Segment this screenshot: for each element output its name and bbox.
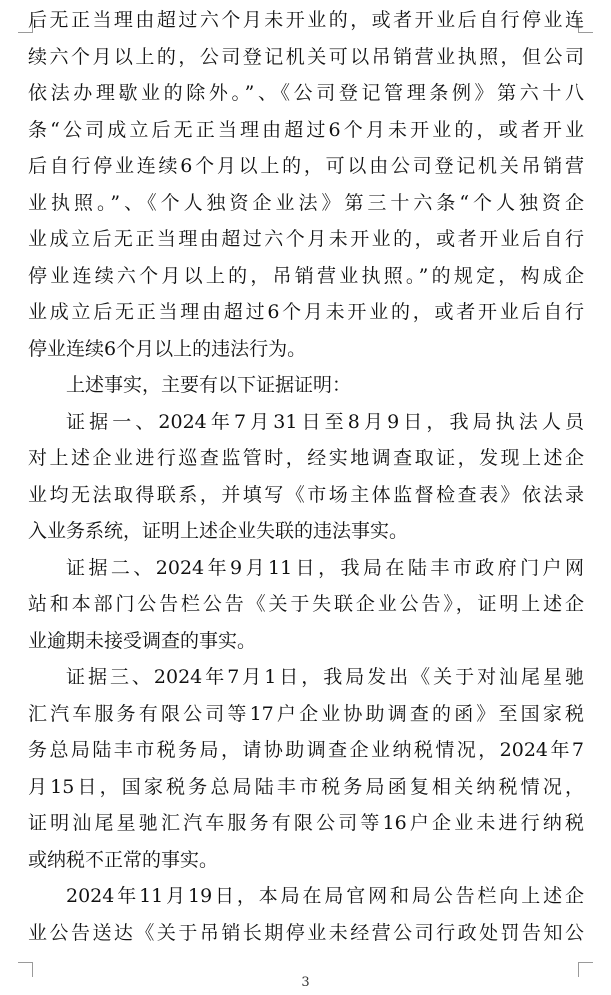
text-line: 证据一、2024年7月31日至8月9日，我局执法人员 — [66, 410, 584, 433]
text-line: 续六个月以上的，公司登记机关可以吊销营业执照，但公司 — [28, 45, 584, 68]
text-line: 证据三、2024年7月1日，我局发出《关于对汕尾星驰 — [66, 666, 584, 688]
text-line: 务总局陆丰市税务局，请协助调查企业纳税情况，2024年7 — [28, 739, 584, 761]
text-line: 业成立后无正当理由超过六个月未开业的，或者开业后自行 — [28, 228, 584, 250]
text-line: 月15日，国家税务总局陆丰市税务局函复相关纳税情况， — [28, 775, 584, 798]
text-line: 依法办理歇业的除外。”、《公司登记管理条例》第六十八 — [28, 82, 584, 104]
text-line: 入业务系统，证明上述企业失联的违法事实。 — [28, 520, 409, 542]
text-line: 汇汽车服务有限公司等17户企业协助调查的函》至国家税 — [28, 702, 584, 725]
text-line: 停业连续6个月以上的违法行为。 — [28, 337, 307, 360]
text-line: 条“公司成立后无正当理由超过6个月未开业的，或者开业 — [28, 118, 584, 141]
text-line: 停业连续六个月以上的，吊销营业执照。”的规定，构成企 — [28, 264, 584, 287]
text-line: 业公告送达《关于吊销长期停业未经营公司行政处罚告知公 — [28, 921, 584, 944]
text-line: 站和本部门公告栏公告《关于失联企业公告》，证明上述企 — [28, 593, 584, 615]
text-line: 2024年11月19日，本局在局官网和局公告栏向上述企 — [66, 885, 584, 907]
text-line: 或纳税不正常的事实。 — [28, 848, 219, 871]
text-line: 后自行停业连续6个月以上的，可以由公司登记机关吊销营 — [28, 155, 584, 177]
text-line: 业成立后无正当理由超过6个月未开业的，或者开业后自行 — [28, 301, 584, 323]
document-body-text — [28, 2, 584, 951]
text-line: 对上述企业进行巡查监管时，经实地调查取证，发现上述企 — [28, 447, 584, 469]
text-line: 业执照。”、《个人独资企业法》第三十六条“个人独资企 — [28, 191, 584, 214]
text-line: 业逾期未接受调查的事实。 — [28, 629, 257, 652]
text-line: 证明汕尾星驰汇汽车服务有限公司等16户企业未进行纳税 — [28, 812, 584, 834]
text-line: 业均无法取得联系，并填写《市场主体监督检查表》依法录 — [28, 483, 584, 506]
text-line: 上述事实，主要有以下证据证明： — [66, 374, 352, 396]
text-line: 证据二、2024年9月11日，我局在陆丰市政府门户网 — [66, 556, 584, 579]
text-line: 后无正当理由超过六个月未开业的，或者开业后自行停业连 — [28, 9, 584, 31]
page-number: 3 — [301, 975, 310, 990]
